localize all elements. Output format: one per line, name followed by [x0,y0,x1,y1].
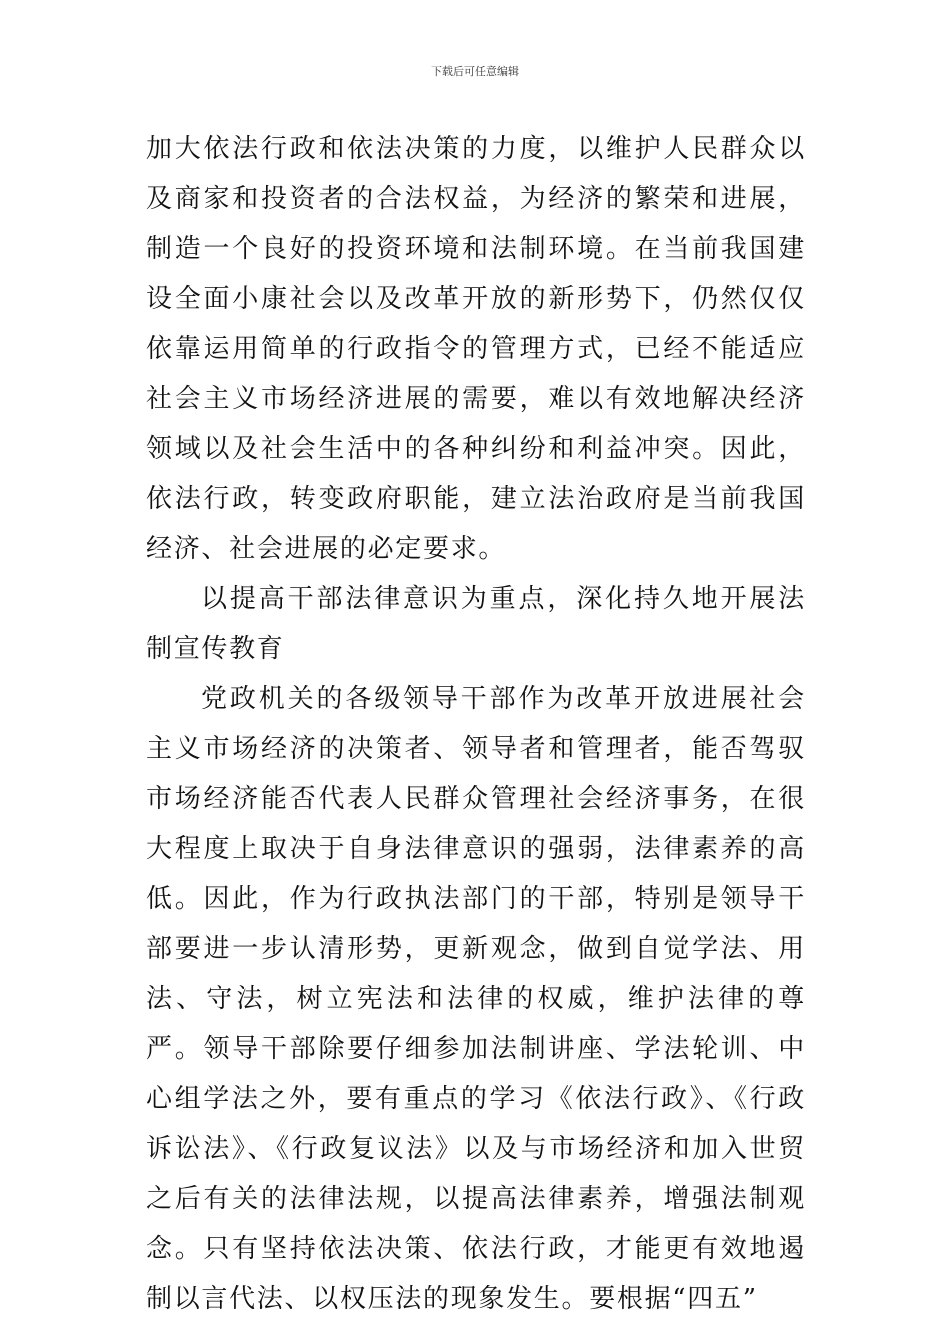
header-note: 下载后可任意编辑 [431,65,519,78]
paragraph-3: 党政机关的各级领导干部作为改革开放进展社会主义市场经济的决策者、领导者和管理者，能否驾驭市场经济能否代表人民群众管理社会经济事务，在很大程度上取决于自身法律意识的强弱，法律素养的高低。因此，作为行政执法部门的干部，特别是领导干部要进一步认清形势，更新观念，做到自觉学法、用法、守法，树立宪法和法律的权威，维护法律的尊严。领导干部除要仔细参加法制讲座、学法轮训、中心组学法之外，要有重点的学习《依法行政》、《行政诉讼法》、《行政复议法》以及与市场经济和加入世贸之后有关的法律法规，以提高法律素养，增强法制观念。只有坚持依法决策、依法行政，才能更有效地遏制以言代法、以权压法的现象发生。要根据“四五” [146,684,806,1314]
paragraph-1: 加大依法行政和依法决策的力度，以维护人民群众以及商家和投资者的合法权益，为经济的繁荣和进展，制造一个良好的投资环境和法制环境。在当前我国建设全面小康社会以及改革开放的新形势下，仍然仅仅依靠运用简单的行政指令的管理方式，已经不能适应社会主义市场经济进展的需要，难以有效地解决经济领域以及社会生活中的各种纠纷和利益冲突。因此，依法行政，转变政府职能，建立法治政府是当前我国经济、社会进展的必定要求。 [146,134,806,564]
body-text [146,124,806,1324]
paragraph-2-heading: 以提高干部法律意识为重点，深化持久地开展法制宣传教育 [146,584,806,664]
